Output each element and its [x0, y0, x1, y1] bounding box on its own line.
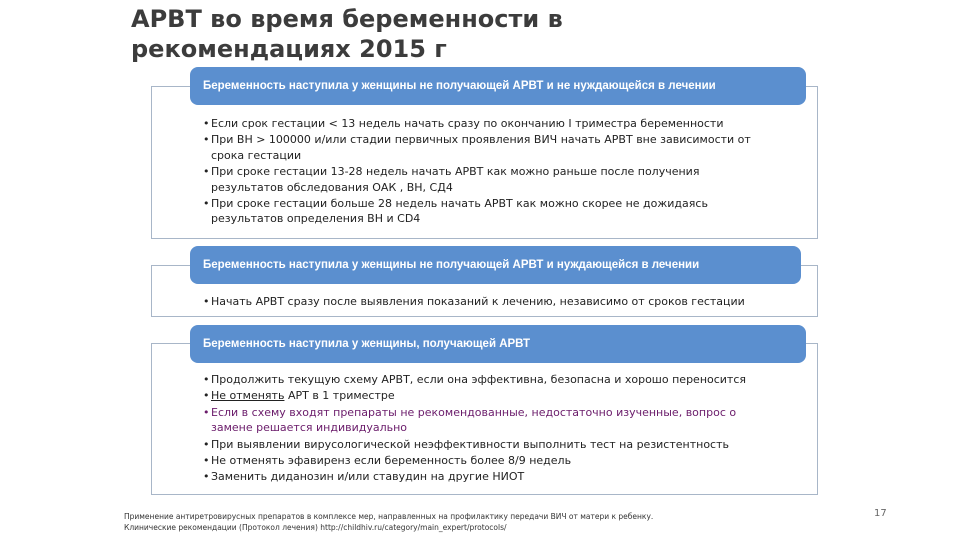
bullet-text-underlined: Не отменять: [211, 389, 285, 403]
section-1-header: [190, 67, 806, 105]
section-3-header: [190, 325, 806, 363]
section-2-header: [190, 246, 801, 284]
page-number: 17: [874, 508, 887, 519]
section-3-bullets: [199, 372, 769, 486]
bullet-glyph: •: [203, 405, 210, 419]
list-item: [199, 388, 769, 403]
footnote: [124, 511, 764, 533]
slide-title-line2: рекомендациях 2015 г: [131, 35, 447, 63]
bullet-text: Если в схему входят препараты не рекомендованные, недостаточно изученные, вопрос о замене решается индивидуально: [211, 405, 737, 435]
list-item: [199, 132, 769, 163]
bullet-glyph: •: [203, 470, 210, 484]
section-1-bullets: [199, 116, 769, 228]
list-item: [199, 116, 769, 131]
bullet-glyph: •: [203, 373, 210, 386]
bullet-glyph: •: [203, 454, 210, 468]
bullet-glyph: •: [203, 165, 210, 179]
slide-title: [131, 4, 731, 64]
bullet-glyph: •: [203, 133, 210, 147]
slide-title-line1: АРВТ во время беременности в: [131, 5, 563, 33]
bullet-text: При выявлении вирусологической неэффективности выполнить тест на резистентность: [211, 437, 729, 451]
bullet-text: При сроке гестации 13-28 недель начать АРВТ как можно раньше после получения результатов обследования ОАК , ВН, СД4: [211, 165, 700, 194]
footnote-line2: Клинические рекомендации (Протокол лечения) http://childhiv.ru/category/main_expert/protocols/: [124, 523, 507, 532]
section-3-header-text: Беременность наступила у женщины, получающей АРВТ: [203, 338, 531, 350]
bullet-text: Не отменять эфавиренз если беременность более 8/9 недель: [211, 454, 572, 468]
bullet-glyph: •: [203, 295, 210, 308]
bullet-text: Заменить диданозин и/или ставудин на другие НИОТ: [211, 470, 525, 484]
bullet-glyph: •: [203, 197, 210, 211]
bullet-text: При сроке гестации больше 28 недель начать АРВТ как можно скорее не дожидаясь результатов определения ВН и CD4: [211, 197, 708, 226]
footnote-line1: Применение антиретровирусных препаратов в комплексе мер, направленных на профилактику передачи ВИЧ от матери к ребенку.: [124, 512, 654, 521]
section-1-header-text: Беременность наступила у женщины не получающей АРВТ и не нуждающейся в лечении: [203, 80, 716, 92]
bullet-glyph: •: [203, 437, 210, 451]
list-item: [199, 469, 769, 484]
bullet-glyph: •: [203, 117, 210, 130]
bullet-text: АРТ в 1 триместре: [284, 389, 395, 403]
list-item: [199, 453, 769, 468]
section-2-bullets: [199, 294, 799, 310]
bullet-glyph: •: [203, 389, 210, 403]
list-item-highlighted: [199, 405, 769, 436]
bullet-text: Начать АРВТ сразу после выявления показаний к лечению, независимо от сроков гестации: [211, 295, 745, 308]
bullet-text: При ВН > 100000 и/или стадии первичных проявления ВИЧ начать АРВТ вне зависимости от срока гестации: [211, 133, 751, 162]
bullet-text: Если срок гестации < 13 недель начать сразу по окончанию I триместра беременности: [211, 117, 724, 130]
section-2-header-text: Беременность наступила у женщины не получающей АРВТ и нуждающейся в лечении: [203, 259, 700, 271]
list-item: [199, 437, 769, 452]
bullet-text: Продолжить текущую схему АРВТ, если она эффективна, безопасна и хорошо переносится: [211, 373, 747, 386]
list-item: [199, 372, 769, 387]
list-item: [199, 164, 769, 195]
list-item: [199, 294, 799, 309]
list-item: [199, 196, 769, 227]
